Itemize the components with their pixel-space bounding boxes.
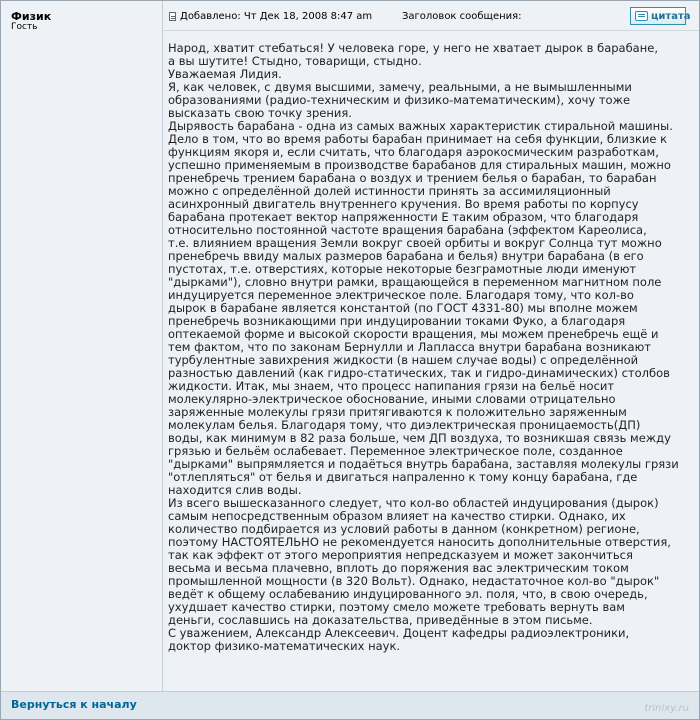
post-line: Я, как человек, с двумя высшими, замечу, реальными, а не вымышленными	[168, 80, 632, 94]
post-line: ведёт к общему ослабеванию индуцированного эл. поля, что, в свою очередь,	[168, 587, 648, 601]
author-name: Физик	[11, 10, 52, 23]
post-line: разностью давлений (как гидро-статических, так и гидро-динамических) столбов	[168, 366, 670, 380]
post-line: молекулярно-электрическое обоснование, иными словами отрицательно	[168, 392, 616, 406]
post-icon	[169, 12, 176, 21]
watermark: trinixy.ru	[644, 703, 689, 714]
post-line: деньги, сославшись на доказательства, приведённые в этом письме.	[168, 613, 593, 627]
post-line: индуцируется переменное электрическое поле. Благодаря тому, что кол-во	[168, 288, 634, 302]
post-line: пренебречь возникающими при индуцировании токами Фуко, а благодаря	[168, 314, 626, 328]
post-panel	[163, 1, 699, 691]
post-line: турбулентные завихрения жидкости (в нашем случае воды) с определённой	[168, 353, 639, 367]
quote-icon	[635, 11, 648, 21]
post-line: С уважением, Александр Алексеевич. Доцент кафедры радиоэлектроники,	[168, 626, 630, 640]
post-line: находится слив воды.	[168, 483, 302, 497]
author-role: Гость	[11, 22, 38, 32]
post-line: молекулам белья. Благодаря тому, что диэлектрическая проницаемость(ДП)	[168, 418, 641, 432]
quote-button-label: цитата	[651, 11, 691, 22]
post-line: воды, как минимум в 82 раза больше, чем ДП воздуха, то возникшая связь между	[168, 431, 671, 445]
post-line: грязью и бельём ослабевает. Переменное электрическое поле, созданное	[168, 444, 623, 458]
post-line: пренебречь трением барабана о воздух и трением белья о барабан, то барабан	[168, 171, 657, 185]
post-date: Добавлено: Чт Дек 18, 2008 8:47 am	[180, 11, 373, 22]
post-line: высказать свою точку зрения.	[168, 106, 352, 120]
post-line: весьма и весьма плачевно, вплоть до поряжения вас электрическим током	[168, 561, 629, 575]
post-line: функциям якоря и, если считать, что благодаря аэрокосмическим разработкам,	[168, 145, 659, 159]
post-line: успешно применяемым в производстве барабанов для стиральных машин, можно	[168, 158, 671, 172]
post-header	[163, 1, 699, 31]
post-line: "дырками"), словно внутри рамки, вращающейся в переменном магнитном поле	[168, 275, 662, 289]
post-line: асинхронный двигатель внутреннего кручения. Во время работы по корпусу	[168, 197, 639, 211]
post-line: количество подбирается из условий работы в данном (конкретном) регионе,	[168, 522, 640, 536]
footer-row	[1, 691, 699, 719]
post-line: относительно постоянной частоте вращения барабана (эффектом Кареолиса,	[168, 223, 647, 237]
post-line: доктор физико-математических наук.	[168, 639, 401, 653]
author-panel	[1, 1, 163, 691]
post-line: оптекаемой форме и высокой скорости вращения, мы можем пренебречь ещё и	[168, 327, 659, 341]
post-line: ухудшает качество стирки, поэтому смело можете требовать вернуть вам	[168, 600, 625, 614]
post-line: промышленной мощности (в 320 Вольт). Однако, недастаточное кол-во "дырок"	[168, 574, 660, 588]
post-line: барабана протекает вектор напряженности Е таким образом, что благодаря	[168, 210, 639, 224]
post-line: "отлепляться" от белья и двигаться напраленно к тому концу барабана, где	[168, 470, 638, 484]
post-line: дырок в барабане является константой (по ГОСТ 4331-80) мы вполне можем	[168, 301, 638, 315]
post-line: можно с определённой долей истинности принять за ассимиляционный	[168, 184, 611, 198]
post-line: Уважаемая Лидия.	[168, 67, 282, 81]
post-line: т.е. влиянием вращения Земли вокруг своей орбиты и вокруг Солнца тут можно	[168, 236, 662, 250]
post-line: Из всего вышесказанного следует, что кол-во областей индуцирования (дырок)	[168, 496, 659, 510]
post-body	[168, 42, 694, 682]
post-line: самым непосредственным образом влияет на качество стирки. Однако, их	[168, 509, 626, 523]
post-subject-label: Заголовок сообщения:	[402, 11, 522, 22]
post-line: так как эффект от этого мероприятия непредсказуем и может закончиться	[168, 548, 633, 562]
back-to-top-link[interactable]: Вернуться к началу	[11, 698, 137, 711]
quote-button[interactable]	[630, 7, 691, 25]
post-line: пренебречь ввиду малых размеров барабана и белья) внутри барабана (в его	[168, 249, 644, 263]
post-line: Дырявость барабана - одна из самых важных характеристик стиральной машины.	[168, 119, 673, 133]
post-line: пустотах, т.е. отверстиях, которые некоторые безграмотные люди именуют	[168, 262, 637, 276]
post-line: заряженные молекулы грязи притягиваются к положительно заряженным	[168, 405, 627, 419]
post-line: тем фактом, что по законам Бернулли и Лапласса внутри барабана возникают	[168, 340, 651, 354]
post-line: образованиями (радио-техническим и физико-математическим), хочу тоже	[168, 93, 631, 107]
post-line: Народ, хватит стебаться! У человека горе, у него не хватает дырок в барабане,	[168, 42, 658, 55]
post-line: а вы шутите! Стыдно, товарищи, стыдно.	[168, 54, 422, 68]
post-line: Дело в том, что во время работы барабан принимает на себя функции, близкие к	[168, 132, 668, 146]
post-line: "дырками" выпрямляется и подаёться внутрь барабана, заставляя молекулы грязи	[168, 457, 679, 471]
post-line: жидкости. Итак, мы знаем, что процесс напипания грязи на бельё носит	[168, 379, 615, 393]
post-line: поэтому НАСТОЯТЕЛЬНО не рекомендуется наносить дополнительные отверстия,	[168, 535, 671, 549]
